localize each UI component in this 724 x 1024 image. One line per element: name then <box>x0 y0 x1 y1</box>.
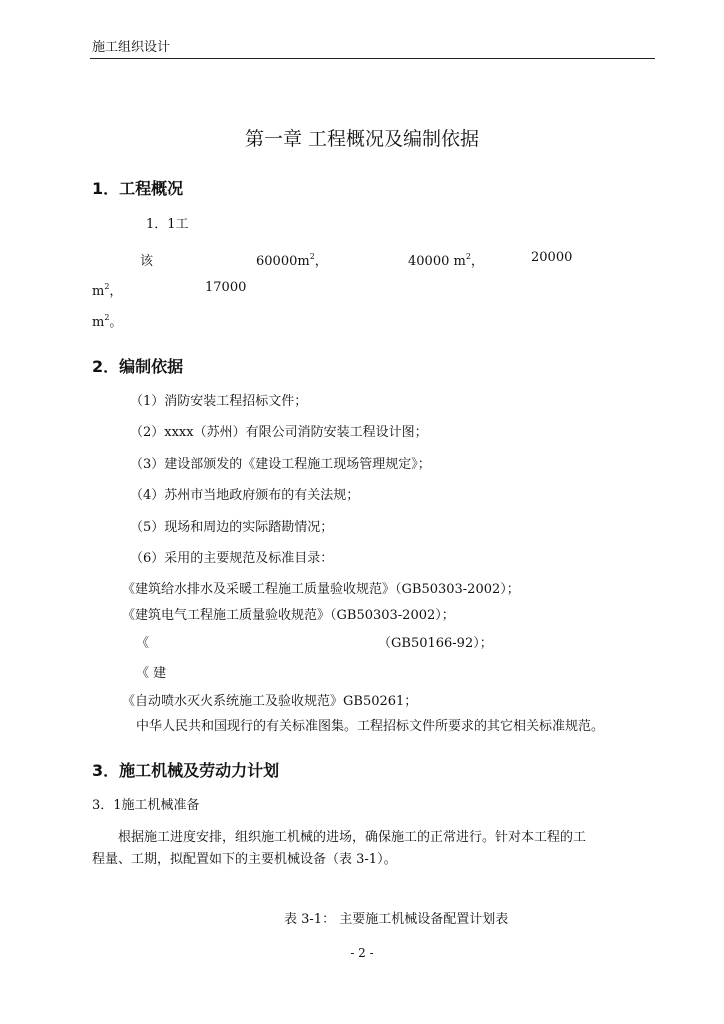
overview-line1-b: $60000m^2$， <box>256 252 328 269</box>
section-2-heading: 2．编制依据 <box>92 357 184 376</box>
basis-item-4: （4）苏州市当地政府颁布的有关法规； <box>130 488 360 503</box>
section-1-heading: 1．工程概况 <box>92 179 184 198</box>
basis-item-3: （3）建设部颁发的《建设工程施工现场管理规定》； <box>130 457 431 472</box>
basis-item-1: （1）消防安装工程招标文件； <box>130 394 308 409</box>
subsection-3-1: 3．1施工机械准备 <box>92 798 200 813</box>
header-rule <box>90 58 655 59</box>
overview-line1-a: 该 <box>140 254 154 269</box>
standard-4: 《 建 <box>136 666 167 681</box>
standard-1: 《建筑给水排水及采暖工程施工质量验收规范》（GB50303-2002）； <box>122 582 520 597</box>
basis-item-6: （6）采用的主要规范及标准目录： <box>130 551 334 566</box>
overview-line1-c: 40000 $m^2$， <box>408 252 484 269</box>
overview-line3: $m^2$。 <box>92 313 123 330</box>
overview-line1-d: 20000 <box>531 250 573 265</box>
paragraph-line-2: 程量、工期，拟配置如下的主要机械设备（表 3-1）。 <box>92 852 397 867</box>
table-caption: 表 3-1： 主要施工机械设备配置计划表 <box>284 912 509 927</box>
section-3-heading: 3．施工机械及劳动力计划 <box>92 761 280 780</box>
page-number: - 2 - <box>350 946 374 960</box>
page-header-title: 施工组织设计 <box>92 40 171 55</box>
standard-3-open: 《 <box>136 636 150 651</box>
paragraph-line-1: 根据施工进度安排，组织施工机械的进场，确保施工的正常进行。针对本工程的工 <box>118 830 587 845</box>
overview-line2-a: $m^2$， <box>92 282 123 299</box>
basis-item-2: （2）xxxx（苏州）有限公司消防安装工程设计图； <box>130 425 428 440</box>
standard-5: 《自动喷水灭火系统施工及验收规范》GB50261； <box>122 694 418 709</box>
standard-2: 《建筑电气工程施工质量验收规范》（GB50303-2002）； <box>122 608 455 623</box>
overview-line2-b: 17000 <box>205 280 247 295</box>
standard-6: 中华人民共和国现行的有关标准图集。工程招标文件所要求的其它相关标准规范。 <box>136 719 605 734</box>
chapter-title: 第一章 工程概况及编制依据 <box>244 128 480 150</box>
basis-item-5: （5）现场和周边的实际踏勘情况； <box>130 520 334 535</box>
subsection-1-1: 1．1工 <box>146 217 189 232</box>
standard-3-code: （GB50166-92）； <box>378 636 493 651</box>
